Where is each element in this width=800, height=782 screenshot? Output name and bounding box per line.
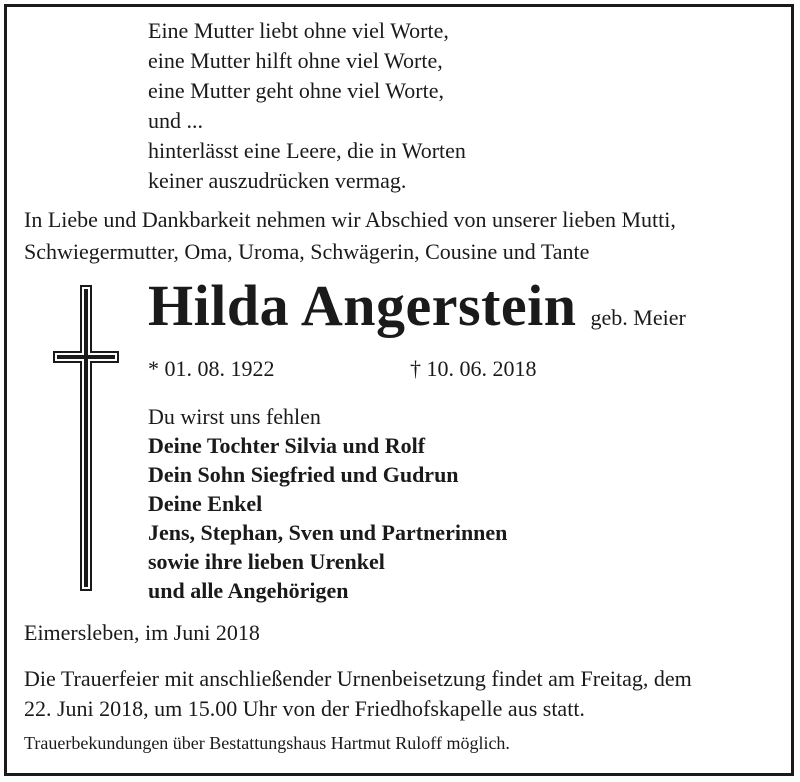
condolence-note: Trauerbekundungen über Bestattungshaus Hartmut Ruloff möglich.: [24, 733, 510, 753]
ceremony-line: 22. Juni 2018, um 15.00 Uhr von der Friedhofskapelle aus statt.: [24, 696, 585, 721]
maiden-name: geb. Meier: [590, 305, 686, 330]
mourner-line: und alle Angehörigen: [148, 578, 349, 603]
death-date: † 10. 06. 2018: [410, 356, 537, 381]
cross-icon: [52, 284, 120, 597]
deceased-name: Hilda Angerstein: [148, 273, 577, 338]
mourners-list: [148, 402, 507, 605]
poem-line: Eine Mutter liebt ohne viel Worte,: [148, 18, 449, 43]
poem: [148, 16, 466, 196]
mourners-intro: Du wirst uns fehlen: [148, 404, 321, 429]
place-date: Eimersleben, im Juni 2018: [24, 620, 260, 645]
mourner-line: Deine Tochter Silvia und Rolf: [148, 433, 426, 458]
mourner-line: sowie ihre lieben Urenkel: [148, 549, 385, 574]
deceased-name-row: [148, 272, 686, 339]
poem-line: eine Mutter hilft ohne viel Worte,: [148, 48, 443, 73]
poem-line: keiner auszudrücken vermag.: [148, 168, 407, 193]
poem-line: eine Mutter geht ohne viel Worte,: [148, 78, 444, 103]
birth-date: * 01. 08. 1922: [148, 356, 275, 381]
ceremony-info: [24, 664, 692, 724]
mourner-line: Jens, Stephan, Sven und Partnerinnen: [148, 520, 508, 545]
intro-line: Schwiegermutter, Oma, Uroma, Schwägerin, Cousine und Tante: [24, 239, 590, 264]
poem-line: und ...: [148, 108, 203, 133]
poem-line: hinterlässt eine Leere, die in Worten: [148, 138, 466, 163]
intro-line: In Liebe und Dankbarkeit nehmen wir Abschied von unserer lieben Mutti,: [24, 207, 676, 232]
ceremony-line: Die Trauerfeier mit anschließender Urnenbeisetzung findet am Freitag, dem: [24, 666, 692, 691]
farewell-intro: [24, 204, 676, 268]
mourner-line: Dein Sohn Siegfried und Gudrun: [148, 462, 459, 487]
mourner-line: Deine Enkel: [148, 491, 263, 516]
